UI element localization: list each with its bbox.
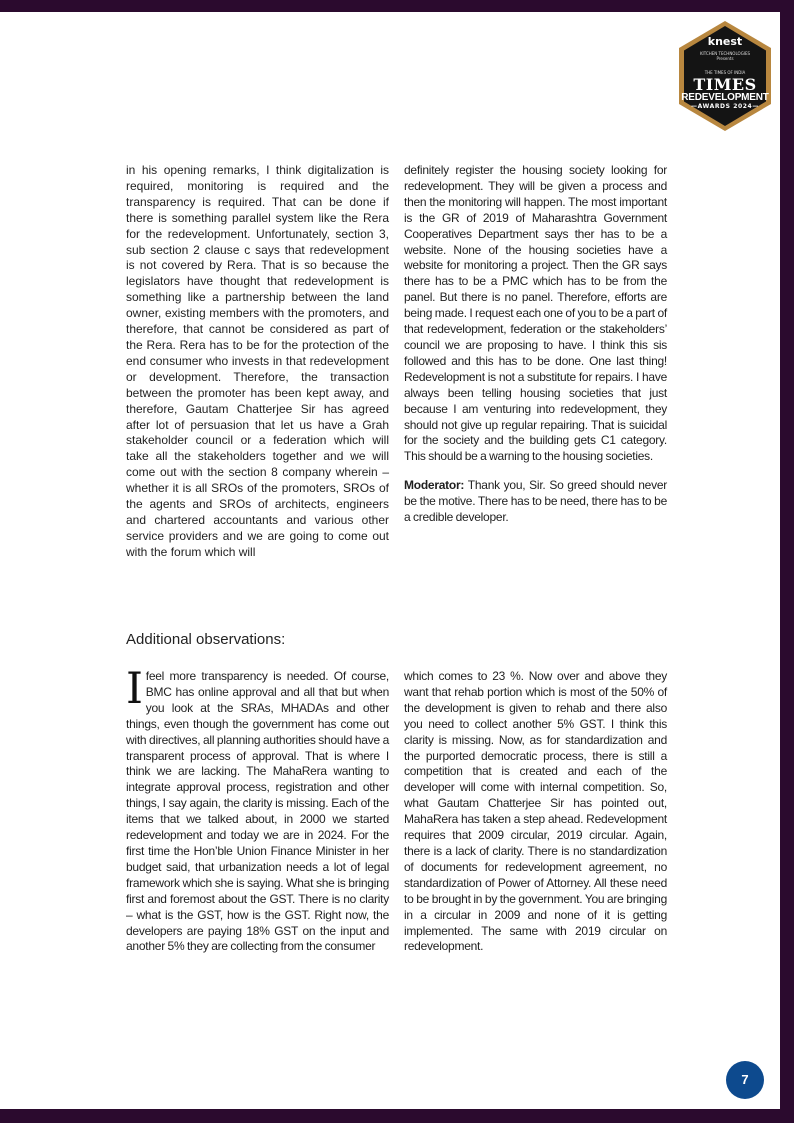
badge-times: TIMES	[693, 75, 757, 94]
article-column-1-text: in his opening remarks, I think digitalization is required, monitoring is required and the transparency is required. That can be done if there is something parallel system like the Rera for the redevelopment. Unfortunately, section 3, sub section 2 clause c says that redevelopment is not covered by Rera. That is so because the legislators have thought that redevelopment is something like a partnership between the land owner, existing members with the promoters, and therefore, that cannot be considered as part of the Rera. Rera has to be for the protection of the end consumer who invests in that redevelopment or development. Therefore, the transaction between the promoter has been kept away, and therefore, Gautam Chatterjee Sir has agreed after lot of persuasion that let us have a Grah stakeholder council or a federation which will take all the stakeholders together and we will come out with the section 8 company wherein – whether it is all SROs of the promoters, SROs of the agents and SROs of architects, engineers and chartered accountants and various other service providers and we are going to come out with the forum which will	[126, 163, 389, 559]
badge-awards-year: —AWARDS 2024—	[691, 103, 759, 110]
additional-observations-heading: Additional observations:	[126, 631, 286, 648]
moderator-text: Thank you, Sir. So greed should never be the motive. There has to be need, there has to be a credible developer.	[404, 478, 667, 525]
article-column-1	[126, 163, 389, 561]
page-number: 7	[726, 1061, 764, 1099]
page-frame-bottom	[0, 1109, 794, 1123]
page-frame-top	[0, 0, 794, 12]
article-column-2-text: definitely register the housing society looking for redevelopment. They will be given a process and then the monitoring will happen. The most important is the GR of 2019 of Maharashtra Government Cooperatives Department says ther has to be a website. None of the housing societies have a website for monitoring a project. Then the GR says there has to be a PMC which has to be from the panel. But there is no panel. Therefore, efforts are being made. I request each one of you to be a part of that redevelopment, federation or the stakeholders’ council we are proposing to have. I think this sis followed and this has to be done. One last thing! Redevelopment is not a substitute for repairs. I have always been telling housing societies that just because I am venturing into redevelopment, they should not give up regular repairing. That is suicidal for the society and the building gets C1 category. This should be a warning to the housing societies.	[404, 163, 667, 464]
observations-column-2	[404, 669, 667, 955]
badge-subtitle: THE TIMES OF INDIA	[704, 70, 746, 75]
observations-column-2-text: which comes to 23 %. Now over and above they want that rehab portion which is most of the 50% of the development is given to rehab and there also you need to collect another 5% GST. I think this clarity is missing. Now, as for standardization and the purported democratic process, there is still a competition that is created and each of the developer will come with internal competition. So, what Gautam Chatterjee Sir has pointed out, MahaRera has taken a step ahead. Redevelopment requires that 2009 circular, 2019 circular. Again, there is a lack of clarity. There is no standardization of documents for redevelopment agreement, no standardization of Power of Attorney. All these need to be brought in by the government. You are bringing in a circular in 2009 and none of it is getting implemented. The same with 2019 circular on redevelopment.	[404, 669, 667, 954]
times-redevelopment-awards-badge	[677, 20, 773, 132]
badge-presents: KITCHEN TECHNOLOGIES Presents	[699, 51, 751, 61]
moderator-paragraph	[404, 478, 667, 526]
article-column-2	[404, 163, 667, 526]
badge-logo: knest	[707, 35, 743, 48]
observations-column-1-text: feel more transparency is needed. Of course, BMC has online approval and all that but when you look at the SRAs, MHADAs and other things, even though the government has come out with directives, all planning authorities should have a transparent process of approval. That is where I think we are lacking. The MahaRera wanting to integrate approval process, registration and other things, I say again, the clarity is missing. Each of the items that we talked about, in 2000 we started redevelopment and today we are in 2024. For the first time the Hon’ble Union Finance Minister in her budget said, that urbanization needs a lot of legal framework which she is saying. What she is bringing first and foremost about the GST. There is no clarity – what is the GST, how is the GST. Right now, the developers are paying 18% GST on the input and another 5% they are collecting from the consumer	[126, 669, 389, 954]
moderator-label: Moderator:	[404, 478, 465, 493]
badge-redevelopment: REDEVELOPMENT	[681, 92, 769, 103]
observations-column-1	[126, 664, 389, 955]
observations-column-1-paragraph	[126, 664, 389, 955]
drop-cap: I	[126, 664, 143, 714]
page-frame-right	[780, 0, 794, 1123]
